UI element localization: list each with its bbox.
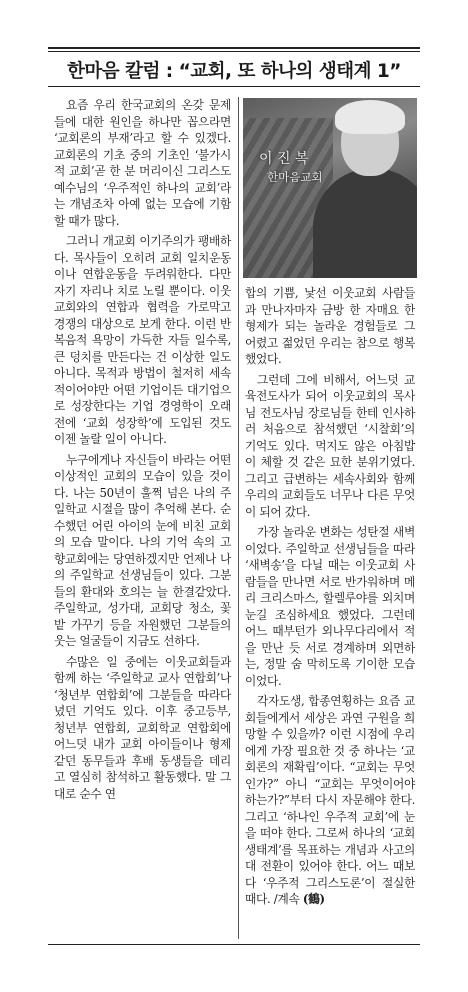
photo-caption-church: 한마음교회: [267, 170, 323, 184]
right-paragraph-2: 그런데 그에 비해서, 어느덧 교육전도사가 되어 이웃교회의 목사님 전도사님 장로님들 한테 인사하러 처음으로 참석했던 ‘시찰회’의 기억도 있다. 먹지도 않은 아침밥이 체할 것 같은 묘한 분위기였다. 그리고 급변하는 세속사회와 함께 우리의 교회들도 너무나 다른 무엇이 되어 갔다.: [245, 372, 415, 519]
top-rule-thin: [48, 51, 420, 52]
left-paragraph-1: 요즘 우리 한국교회의 온갖 문제들에 대한 원인을 하나만 꼽으라면 ‘교회론의 부재’라고 할 수 있겠다. 교회론의 기초 중의 기초인 ‘불가시적 교회’곧 한 분 머리이신 그리스도 예수님의 ‘우주적인 하나의 교회’라는 개념조차 아예 없는 모습에 기함할 때가 많다.: [54, 98, 231, 228]
author-seal: (鶴): [302, 892, 325, 906]
title-underline-rule: [48, 86, 420, 87]
photo-caption-name: 이 진 복: [259, 151, 309, 167]
right-paragraph-1: 합의 기쁨, 낯선 이웃교회 사람들과 만나자마자 금방 한 자매요 한 형제가 되는 놀라운 경험들로 그 어렸고 젊었던 우리는 참으로 행복했었다.: [245, 286, 415, 366]
right-paragraph-3: 가장 놀라운 변화는 성탄절 새벽이었다. 주일학교 선생님들을 따라 ‘새벽송’을 다닐 때는 이웃교회 사람들을 만나면 서로 반가워하며 메리 크리스마스, 할렐루야를 외치며 눈길 조심하세요 했었다. 그런데 어느 때부턴가 외나무다리에서 적을 만난 듯 서로 경계하며 외면하는, 정말 숨 막히도록 기이한 모습이었다.: [245, 525, 415, 688]
left-paragraph-2: 그러니 개교회 이기주의가 팽배하다. 목사들이 오히려 교회 일치운동이나 연합운동을 두려워한다. 다만 자기 자리나 치로 노릴 뿐이다. 이웃교회와의 연합과 협력을 가로막고 경쟁의 대상으로 보게 한다. 이런 반복음적 욕망이 가득한 자들 일수록, 큰 덩치를 만든다는 건 이상한 일도 아니다. 목적과 방법이 철저히 세속적이어야만 어떤 기업이든 대기업으로 성장한다는 기업 경영학이 오래전에 ‘교회 성장학’에 도입된 것도 이젠 놀랄 일이 아니다.: [54, 234, 231, 446]
left-column: [54, 97, 231, 806]
left-paragraph-4: 수많은 일 중에는 이웃교회들과 함께 하는 ‘주일학교 교사 연합회’나 ‘청년부 연합회’에 그분들을 따라다녔던 기억도 있다. 이후 중고등부, 청년부 연합회, 교회학교 연합회에 어느덧 내가 교회 아이들이나 형제 같던 동무들과 후배 동생들을 데리고 열심히 참석하고 활동했다. 말 그대로 순수 연: [54, 654, 231, 801]
photo-caption: [259, 150, 329, 186]
bottom-rule: [48, 944, 420, 945]
photo-author-hair: [335, 100, 405, 134]
top-rule-thick: [48, 47, 420, 49]
right-paragraph-4-text: 각자도생, 합종연횡하는 요즘 교회들에게서 세상은 과연 구원을 희망할 수 있을까? 이런 시점에 우리에게 가장 필요한 것 중 하나는 ‘교회론의 재확립’이다. “교회는 무엇인가?” 아니 “교회는 무엇이어야 하는가?”부터 다시 자문해야 한다. 그리고 ‘하나인 우주적 교회’에 눈을 떠야 한다. 그로써 하나의 ‘교회 생태계’를 목표하는 개념과 사고의 대 전환이 있어야 한다. 어느 때보다 ‘우주적 그리스도론’이 절실한 때다. /계속: [245, 694, 415, 906]
right-paragraph-4: [245, 693, 415, 908]
author-photo: [243, 98, 417, 278]
left-paragraph-3: 누구에게나 자신들이 바라는 어떤 이상적인 교회의 모습이 있을 것이다. 나는 50년이 훌쩍 넘은 나의 주일학교 시절을 많이 추억해 본다. 순수했던 어린 아이의 눈에 비친 교회의 모습 말이다. 나의 기억 속의 고향교회에는 당연하겠지만 언제나 나의 주일학교 선생님들이 있다. 그분들의 환대와 호의는 늘 한결같았다. 주일학교, 성가대, 교회당 청소, 꽃밭 가꾸기 등을 자원했던 그분들의 웃는 얼굴들이 지금도 선하다.: [54, 452, 231, 648]
right-column: [245, 285, 415, 912]
page-title: 한마음 칼럼 : “교회, 또 하나의 생태계 1”: [67, 61, 401, 82]
column-divider: [238, 97, 239, 939]
